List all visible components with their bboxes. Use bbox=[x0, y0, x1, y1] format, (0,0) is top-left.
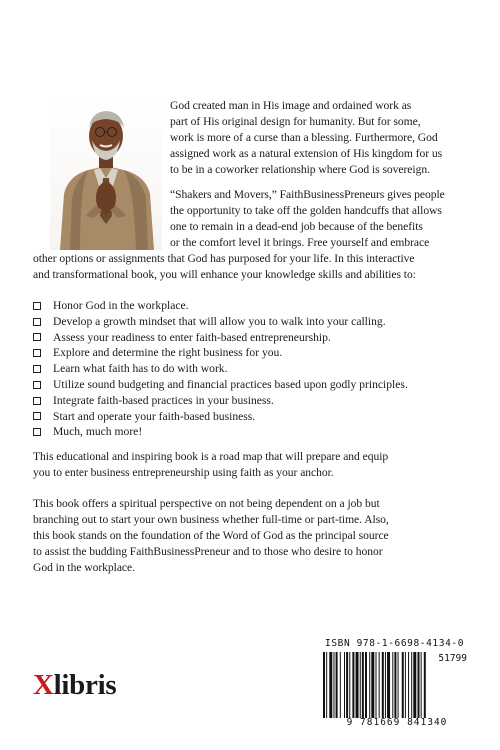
fourth-paragraph-line: This book offers a spiritual perspective on not being dependent on a job but bbox=[33, 497, 380, 510]
list-item-text: Utilize sound budgeting and financial practices based upon godly principles. bbox=[53, 377, 408, 391]
list-item bbox=[33, 377, 473, 393]
list-item-text: Learn what faith has to do with work. bbox=[53, 362, 228, 376]
third-paragraph-line: This educational and inspiring book is a road map that will prepare and equip bbox=[33, 450, 389, 463]
publisher-logo-initial: X bbox=[33, 669, 54, 701]
checkbox-icon bbox=[33, 428, 41, 436]
fourth-paragraph-line: God in the workplace. bbox=[33, 561, 135, 574]
intro-line: to be in a coworker relationship where God is sovereign. bbox=[170, 163, 430, 176]
second-paragraph-continued bbox=[33, 251, 467, 283]
isbn-label: ISBN 978-1-6698-4134-0 bbox=[325, 638, 465, 649]
second-paragraph-line: other options or assignments that God has purposed for your life. In this interactive bbox=[33, 252, 415, 265]
checkbox-icon bbox=[33, 302, 41, 310]
author-photo-illustration bbox=[50, 98, 162, 250]
list-item bbox=[33, 361, 473, 377]
third-paragraph bbox=[33, 449, 473, 481]
checkbox-icon bbox=[33, 412, 41, 420]
isbn-barcode bbox=[323, 638, 471, 730]
fourth-paragraph-line: this book stands on the foundation of the Word of God as the principal source bbox=[33, 529, 389, 542]
list-item bbox=[33, 424, 473, 440]
intro-paragraph bbox=[170, 98, 460, 178]
fourth-paragraph-line: branching out to start your own business whether full-time or part-time. Also, bbox=[33, 513, 389, 526]
second-paragraph-line: “Shakers and Movers,” FaithBusinessPreneurs gives people bbox=[170, 188, 445, 201]
checkbox-icon bbox=[33, 333, 41, 341]
author-photo bbox=[50, 98, 162, 250]
list-item bbox=[33, 314, 473, 330]
checkbox-icon bbox=[33, 318, 41, 326]
barcode-digits: 9 781669 841340 bbox=[346, 717, 448, 728]
list-item bbox=[33, 409, 473, 425]
third-paragraph-line: you to enter business entrepreneurship using faith as your anchor. bbox=[33, 466, 334, 479]
list-item-text: Honor God in the workplace. bbox=[53, 299, 189, 312]
intro-line: work is more of a curse than a blessing. Furthermore, God bbox=[170, 131, 438, 144]
price-code: 51799 bbox=[438, 653, 467, 664]
intro-line: assigned work as a natural extension of His kingdom for us bbox=[170, 147, 443, 160]
list-item bbox=[33, 298, 473, 314]
publisher-logo-rest: libris bbox=[53, 669, 117, 701]
checkbox-icon bbox=[33, 349, 41, 357]
second-paragraph bbox=[170, 187, 462, 251]
intro-line: part of His original design for humanity. But for some, bbox=[170, 115, 421, 128]
fourth-paragraph bbox=[33, 496, 473, 576]
list-item-text: Start and operate your faith-based business. bbox=[53, 409, 256, 423]
second-paragraph-line: and transformational book, you will enhance your knowledge skills and abilities to: bbox=[33, 268, 416, 281]
second-paragraph-line: one to remain in a dead-end job because of the benefits bbox=[170, 220, 423, 233]
list-item bbox=[33, 330, 473, 346]
list-item-text: Develop a growth mindset that will allow you to walk into your calling. bbox=[53, 314, 386, 328]
second-paragraph-line: the opportunity to take off the golden handcuffs that allows bbox=[170, 204, 442, 217]
list-item-text: Assess your readiness to enter faith-based entrepreneurship. bbox=[53, 330, 331, 344]
list-item-text: Much, much more! bbox=[53, 425, 143, 439]
publisher-logo bbox=[33, 669, 116, 702]
checkbox-icon bbox=[33, 397, 41, 405]
checkbox-icon bbox=[33, 381, 41, 389]
checkbox-icon bbox=[33, 365, 41, 373]
list-item bbox=[33, 393, 473, 409]
list-item-text: Explore and determine the right business for you. bbox=[53, 346, 283, 360]
second-paragraph-line: or the comfort level it brings. Free yourself and embrace bbox=[170, 236, 430, 249]
list-item bbox=[33, 345, 473, 361]
intro-line: God created man in His image and ordained work as bbox=[170, 99, 412, 112]
benefits-list bbox=[33, 298, 473, 440]
fourth-paragraph-line: to assist the budding FaithBusinessPreneur and to those who desire to honor bbox=[33, 545, 383, 558]
list-item-text: Integrate faith-based practices in your business. bbox=[53, 393, 274, 407]
